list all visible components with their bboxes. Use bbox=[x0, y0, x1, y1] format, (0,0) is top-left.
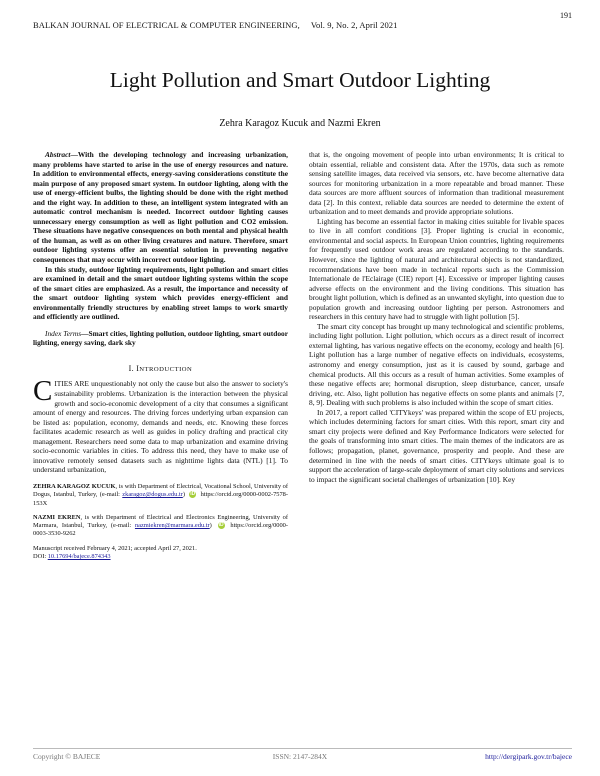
intro-paragraph: CITIES ARE unquestionably not only the cause but also the answer to society's sustainability problems. Urbanization is the interaction between the physical growth and socio-economic development of a city that consumes a significant amount of energy and resources. The driving forces underlying urban expansion can be listed as: population, economy, demands and needs, etc. Knowing these forces facilitates academic research as well as guides in policy drafting and practical city management. Researchers need some data to map urbanization and examine driving socio-economic variables in cities. To address this need, they have to make use of innovative remotely sensed datasets such as nighttime lights data (NTL) [1]. To understand urbanization, bbox=[33, 375, 288, 475]
drop-cap: C bbox=[33, 375, 53, 408]
page-number: 191 bbox=[560, 11, 572, 20]
footer-divider bbox=[33, 748, 572, 749]
author-footnote-2: NAZMI EKREN, is with Department of Electrical and Electronics Engineering, University of Marmara, Istanbul, Turkey, (e-mail: nazmiekren@marmara.edu.tr) iD https://orcid.org/0000-0003-3530-9262 bbox=[33, 513, 288, 538]
orcid-icon[interactable]: iD bbox=[190, 491, 196, 498]
body-paragraph: Lighting has become an essential factor in making cities suitable for livable spaces to live in all comfort conditions [3]. Proper lighting is crucial in economic, environmental and social aspects. In European Union countries, lighting requirements for frequently used outdoor work areas are regulated according to the standards. However, since the lighting of natural and architectural objects is not standardized, recommendations have been made in technical reports such as the Commission Internationale de l'Eclairage (CIE) report [4]. Excessive or improper lighting causes adverse effects on the environment and the living conditions. This situation has brought light pollution, which is defined as an unwanted skylight, into question due to population growth and increasing outdoor lighting per person. Astronomers and researchers in this century have had to struggle with light pollution [5]. bbox=[309, 216, 564, 322]
body-paragraph: that is, the ongoing movement of people into urban environments; It is critical to obtain essential, reliable and consistent data. After the 1970s, data such as remote sensing satellite images, data received via sensors, etc. have become alternative data sources for monitoring urbanization in a more repeatable and broad manner. These data sources are more affluent sources of information than traditional measurement data [2]. In this context, reliable data sources are needed to determine the extent of urbanization and to meet demands and provide appropriate solutions. bbox=[309, 150, 564, 217]
paper-authors: Zehra Karagoz Kucuk and Nazmi Ekren bbox=[219, 118, 381, 129]
index-terms-text: —Smart cities, lighting pollution, outdoor lighting, smart outdoor lighting, energy saving, dark sky bbox=[33, 328, 288, 348]
footer-issn: ISSN: 2147-284X bbox=[272, 752, 328, 761]
doi-line: DOI: 10.17694/bajece.874343 bbox=[33, 553, 111, 561]
author1-orcid[interactable]: https://orcid.org/0000-0002-7578-153X bbox=[33, 491, 288, 507]
journal-header: BALKAN JOURNAL OF ELECTRICAL & COMPUTER ENGINEERING, Vol. 9, No. 2, April 2021 bbox=[33, 20, 398, 30]
author1-email-link[interactable]: zkaragoz@dogus.edu.tr bbox=[122, 491, 183, 499]
index-terms bbox=[33, 329, 288, 348]
footer-copyright: Copyright © BAJECE bbox=[33, 752, 101, 761]
footer-url-link[interactable]: http://dergipark.gov.tr/bajece bbox=[485, 752, 572, 761]
abstract bbox=[33, 150, 288, 265]
doi-link[interactable]: 10.17694/bajece.874343 bbox=[47, 553, 111, 561]
abstract-label: Abstract bbox=[45, 150, 71, 159]
paper-title: Light Pollution and Smart Outdoor Lighting bbox=[109, 68, 491, 92]
author2-email-link[interactable]: nazmiekren@marmara.edu.tr bbox=[134, 522, 210, 530]
abstract-text: —With the developing technology and increasing urbanization, many problems have started to arise in the use of energy resources and nature. In addition to environmental effects, energy-saving considerations constitute the main purpose of any proposed smart system. In outdoor lighting, along with the use of energy-efficient bulbs, the lighting should be done with the right method and the right way. In addition to these, an intelligent system integrated with an automatic control mechanism is needed. Incorrect outdoor lighting causes unnecessary energy consumption as well as light pollution and CO2 emission. These situations have negative consequences on both mental and physical health of the human, as well as on other living creatures and nature. Therefore, smart outdoor lighting systems offer an essential solution in preventing negative consequences that may occur with incorrect outdoor lighting. bbox=[33, 150, 288, 265]
section-heading-introduction: I. INTRODUCTION bbox=[128, 363, 193, 373]
abstract-paragraph-2: In this study, outdoor lighting requirements, light pollution and smart cities are examined in detail and the smart outdoor lighting systems within the scope of the smart cities are emphasized. As a result, the importance and necessity of the smart outdoor lighting system which provides energy-efficient and environmentally friendly structures by enabling street lamps to work smartly and efficiently are outlined. bbox=[33, 264, 288, 322]
index-terms-label: Index Terms bbox=[45, 328, 82, 338]
author2-orcid[interactable]: https://orcid.org/0000-0003-3530-9262 bbox=[33, 522, 288, 538]
orcid-icon[interactable]: iD bbox=[218, 522, 224, 529]
manuscript-dates: Manuscript received February 4, 2021; accepted April 27, 2021. bbox=[33, 544, 197, 552]
author-footnote-1: ZEHRA KARAGOZ KUCUK, is with Department of Electrical, Vocational School, University of Dogus, Istanbul, Turkey, (e-mail: zkaragoz@dogus.edu.tr) iD https://orcid.org/0000-0002-7578-153X bbox=[33, 482, 288, 507]
body-paragraph: The smart city concept has brought up many technological and scientific problems, including light pollution. Light pollution, which occurs as a direct result of incorrect external lighting, has various negative effects on the economy, ecology and health [6]. Light pollution has a large number of negative effects on individuals, ecosystems, astronomy and energy consumption, just as it is caused by sound, garbage and chemical products. All this occurs as a result of human activities. Some examples of these negative effects are; hormonal disruption, sleep disturbance, cancer, unsafe driving, etc. Also, light pollution has negative effects on some plants and animals [7, 8, 9]. Dealing with such problems is also included within the scope of smart cities. bbox=[309, 321, 564, 408]
body-paragraph: In 2017, a report called 'CITYkeys' was prepared within the scope of EU projects, which includes determining factors for smart cities. With this report, smart city and smart city projects were defined and Key Performance Indicators were selected for the goals of transforming into smart cities. The main themes of the indicators are as follows; propagation, planet, governance, prosperity and people. And these are determined in line with the needs of smart cities. CITYkeys ultimate goal is to support the acceleration of large-scale deployment of smart city solutions and services to impact the significant societal challenges of urbanization [10]. Key bbox=[309, 407, 564, 484]
left-column bbox=[33, 150, 288, 561]
right-column bbox=[309, 150, 564, 484]
